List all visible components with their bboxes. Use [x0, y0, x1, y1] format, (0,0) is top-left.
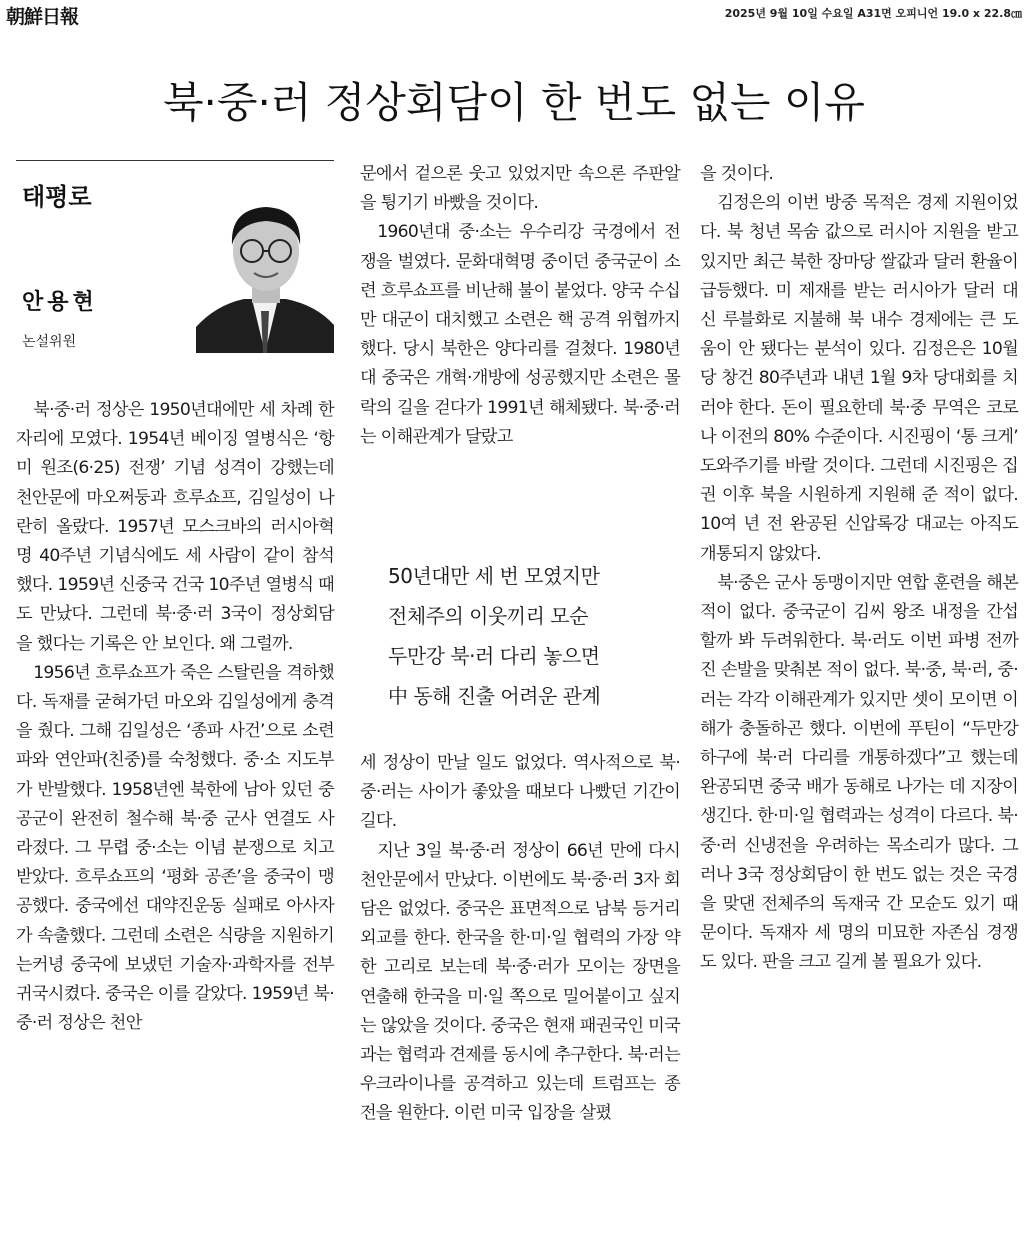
article-paragraph: 을 것이다.	[700, 164, 774, 184]
author-name: 안용현	[22, 290, 98, 315]
pull-quote-line: 두만강 북·러 다리 놓으면	[388, 644, 600, 668]
author-portrait	[196, 187, 334, 353]
article-paragraph: 북·중은 군사 동맹이지만 연합 훈련을 해본 적이 없다. 중국군이 김씨 왕조 내정을 간섭할까 봐 두려워한다. 북·러도 이번 파병 전까진 손발을 맞춰본 적이 없다. 북·중, 북·러, 중·러는 각각 이해관계가 있지만 셋이 모이면 이해가 충돌하곤 했다. 이번에 푸틴이 “두만강 하구에 북·러 다리를 개통하겠다”고 했는데 완공되면 중국 배가 동해로 나가는 데 지장이 생긴다. 한·미·일 협력과는 성격이 다르다. 북·중·러 신냉전을 우려하는 목소리가 많다. 그러나 3국 정상회담이 한 번도 없는 것은 국경을 맞댄 전체주의 독재국 간 모순도 있기 때문이다. 독재자 세 명의 미묘한 자존심 경쟁도 있다. 판을 크고 길게 볼 필요가 있다.	[700, 572, 1018, 973]
article-paragraph: 세 정상이 만날 일도 없었다. 역사적으로 북·중·러는 사이가 좋았을 때보다 나빴던 기간이 길다.	[360, 753, 680, 832]
pull-quote-line: 50년대만 세 번 모였지만	[388, 564, 600, 588]
article-column-2-top	[360, 160, 680, 452]
publication-info: 2025년 9월 10일 수요일 A31면 오피니언 19.0 x 22.8㎝	[724, 7, 1022, 20]
article-paragraph: 북·중·러 정상은 1950년대에만 세 차례 한자리에 모였다. 1954년 베이징 열병식은 ‘항미 원조(6·25) 전쟁’ 기념 성격이 강했는데 천안문에 마오쩌둥과 흐루쇼프, 김일성이 나란히 올랐다. 1957년 모스크바의 러시아혁명 40주년 기념식에도 세 사람이 같이 참석했다. 1959년 신중국 건국 10주년 열병식 때도 만났다. 그런데 북·중·러 3국이 정상회담을 했다는 기록은 안 보인다. 왜 그럴까.	[16, 400, 334, 654]
article-column-1	[16, 396, 334, 1038]
author-title: 논설위원	[22, 334, 77, 350]
article-paragraph: 1956년 흐루쇼프가 죽은 스탈린을 격하했다. 독재를 굳혀가던 마오와 김일성에게 충격을 줬다. 그해 김일성은 ‘종파 사건’으로 소련파와 연안파(친중)를 숙청했다. 중·소 지도부가 반발했다. 1958년엔 북한에 남아 있던 중공군이 완전히 철수해 북·중 군사 연결도 사라졌다. 그 무렵 중·소는 이념 분쟁으로 치고받았다. 흐루쇼프의 ‘평화 공존’을 중국이 맹공했다. 중국에선 대약진운동 실패로 아사자가 속출했다. 그런데 소련은 식량을 지원하기는커녕 중국에 보냈던 기술자·과학자를 전부 귀국시켰다. 중국은 이를 갈았다. 1959년 북·중·러 정상은 천안	[16, 662, 334, 1034]
column-section-title: 태평로	[22, 183, 92, 211]
pull-quote-line: 中 동해 진출 어려운 관계	[388, 684, 601, 708]
article-column-2-bottom	[360, 749, 680, 1129]
article-column-3	[700, 160, 1018, 978]
article-paragraph: 김정은의 이번 방중 목적은 경제 지원이었다. 북 청년 목숨 값으로 러시아 지원을 받고 있지만 최근 북한 장마당 쌀값과 달러 환율이 급등했다. 미 제재를 받는 러시아가 달러 대신 루블화로 지불해 북 내수 경제에는 큰 도움이 안 됐다는 분석이 있다. 김정은은 10월 당 창건 80주년과 내년 1월 9차 당대회를 치러야 한다. 돈이 필요한데 북·중 무역은 코로나 이전의 80% 수준이다. 시진핑이 ‘통 크게’ 도와주기를 바랄 것이다. 그런데 시진핑은 집권 이후 북을 시원하게 지원해 준 적이 없다. 10여 년 전 완공된 신압록강 대교는 아직도 개통되지 않았다.	[700, 193, 1018, 564]
headline: 북·중·러 정상회담이 한 번도 없는 이유	[162, 78, 866, 128]
article-paragraph: 1960년대 중·소는 우수리강 국경에서 전쟁을 벌였다. 문화대혁명 중이던 중국군이 소련 흐루쇼프를 비난해 불이 붙었다. 양국 수십만 대군이 대치했고 소련은 핵 공격 위협까지 했다. 당시 북한은 양다리를 걸쳤다. 1980년대 중국은 개혁·개방에 성공했지만 소련은 몰락의 길을 걷다가 1991년 해체됐다. 북·중·러는 이해관계가 달랐고	[360, 222, 680, 447]
newspaper-logo: 朝鮮日報	[6, 6, 79, 28]
pull-quote	[388, 556, 678, 716]
article-paragraph: 문에서 겉으론 웃고 있었지만 속으론 주판알을 튕기기 바빴을 것이다.	[360, 164, 680, 214]
article-paragraph: 지난 3일 북·중·러 정상이 66년 만에 다시 천안문에서 만났다. 이번에도 북·중·러 3자 회담은 없었다. 중국은 표면적으로 남북 등거리 외교를 한다. 한국을 한·미·일 협력의 가장 약한 고리로 보는데 북·중·러가 모이는 장면을 연출해 한국을 미·일 쪽으로 밀어붙이고 싶지는 않았을 것이다. 중국은 현재 패권국인 미국과는 협력과 견제를 동시에 추구한다. 북·러는 우크라이나를 공격하고 있는데 트럼프는 종전을 원한다. 이런 미국 입장을 살폈	[360, 840, 680, 1124]
pull-quote-line: 전체주의 이웃끼리 모순	[388, 604, 588, 628]
byline-box	[16, 160, 334, 361]
